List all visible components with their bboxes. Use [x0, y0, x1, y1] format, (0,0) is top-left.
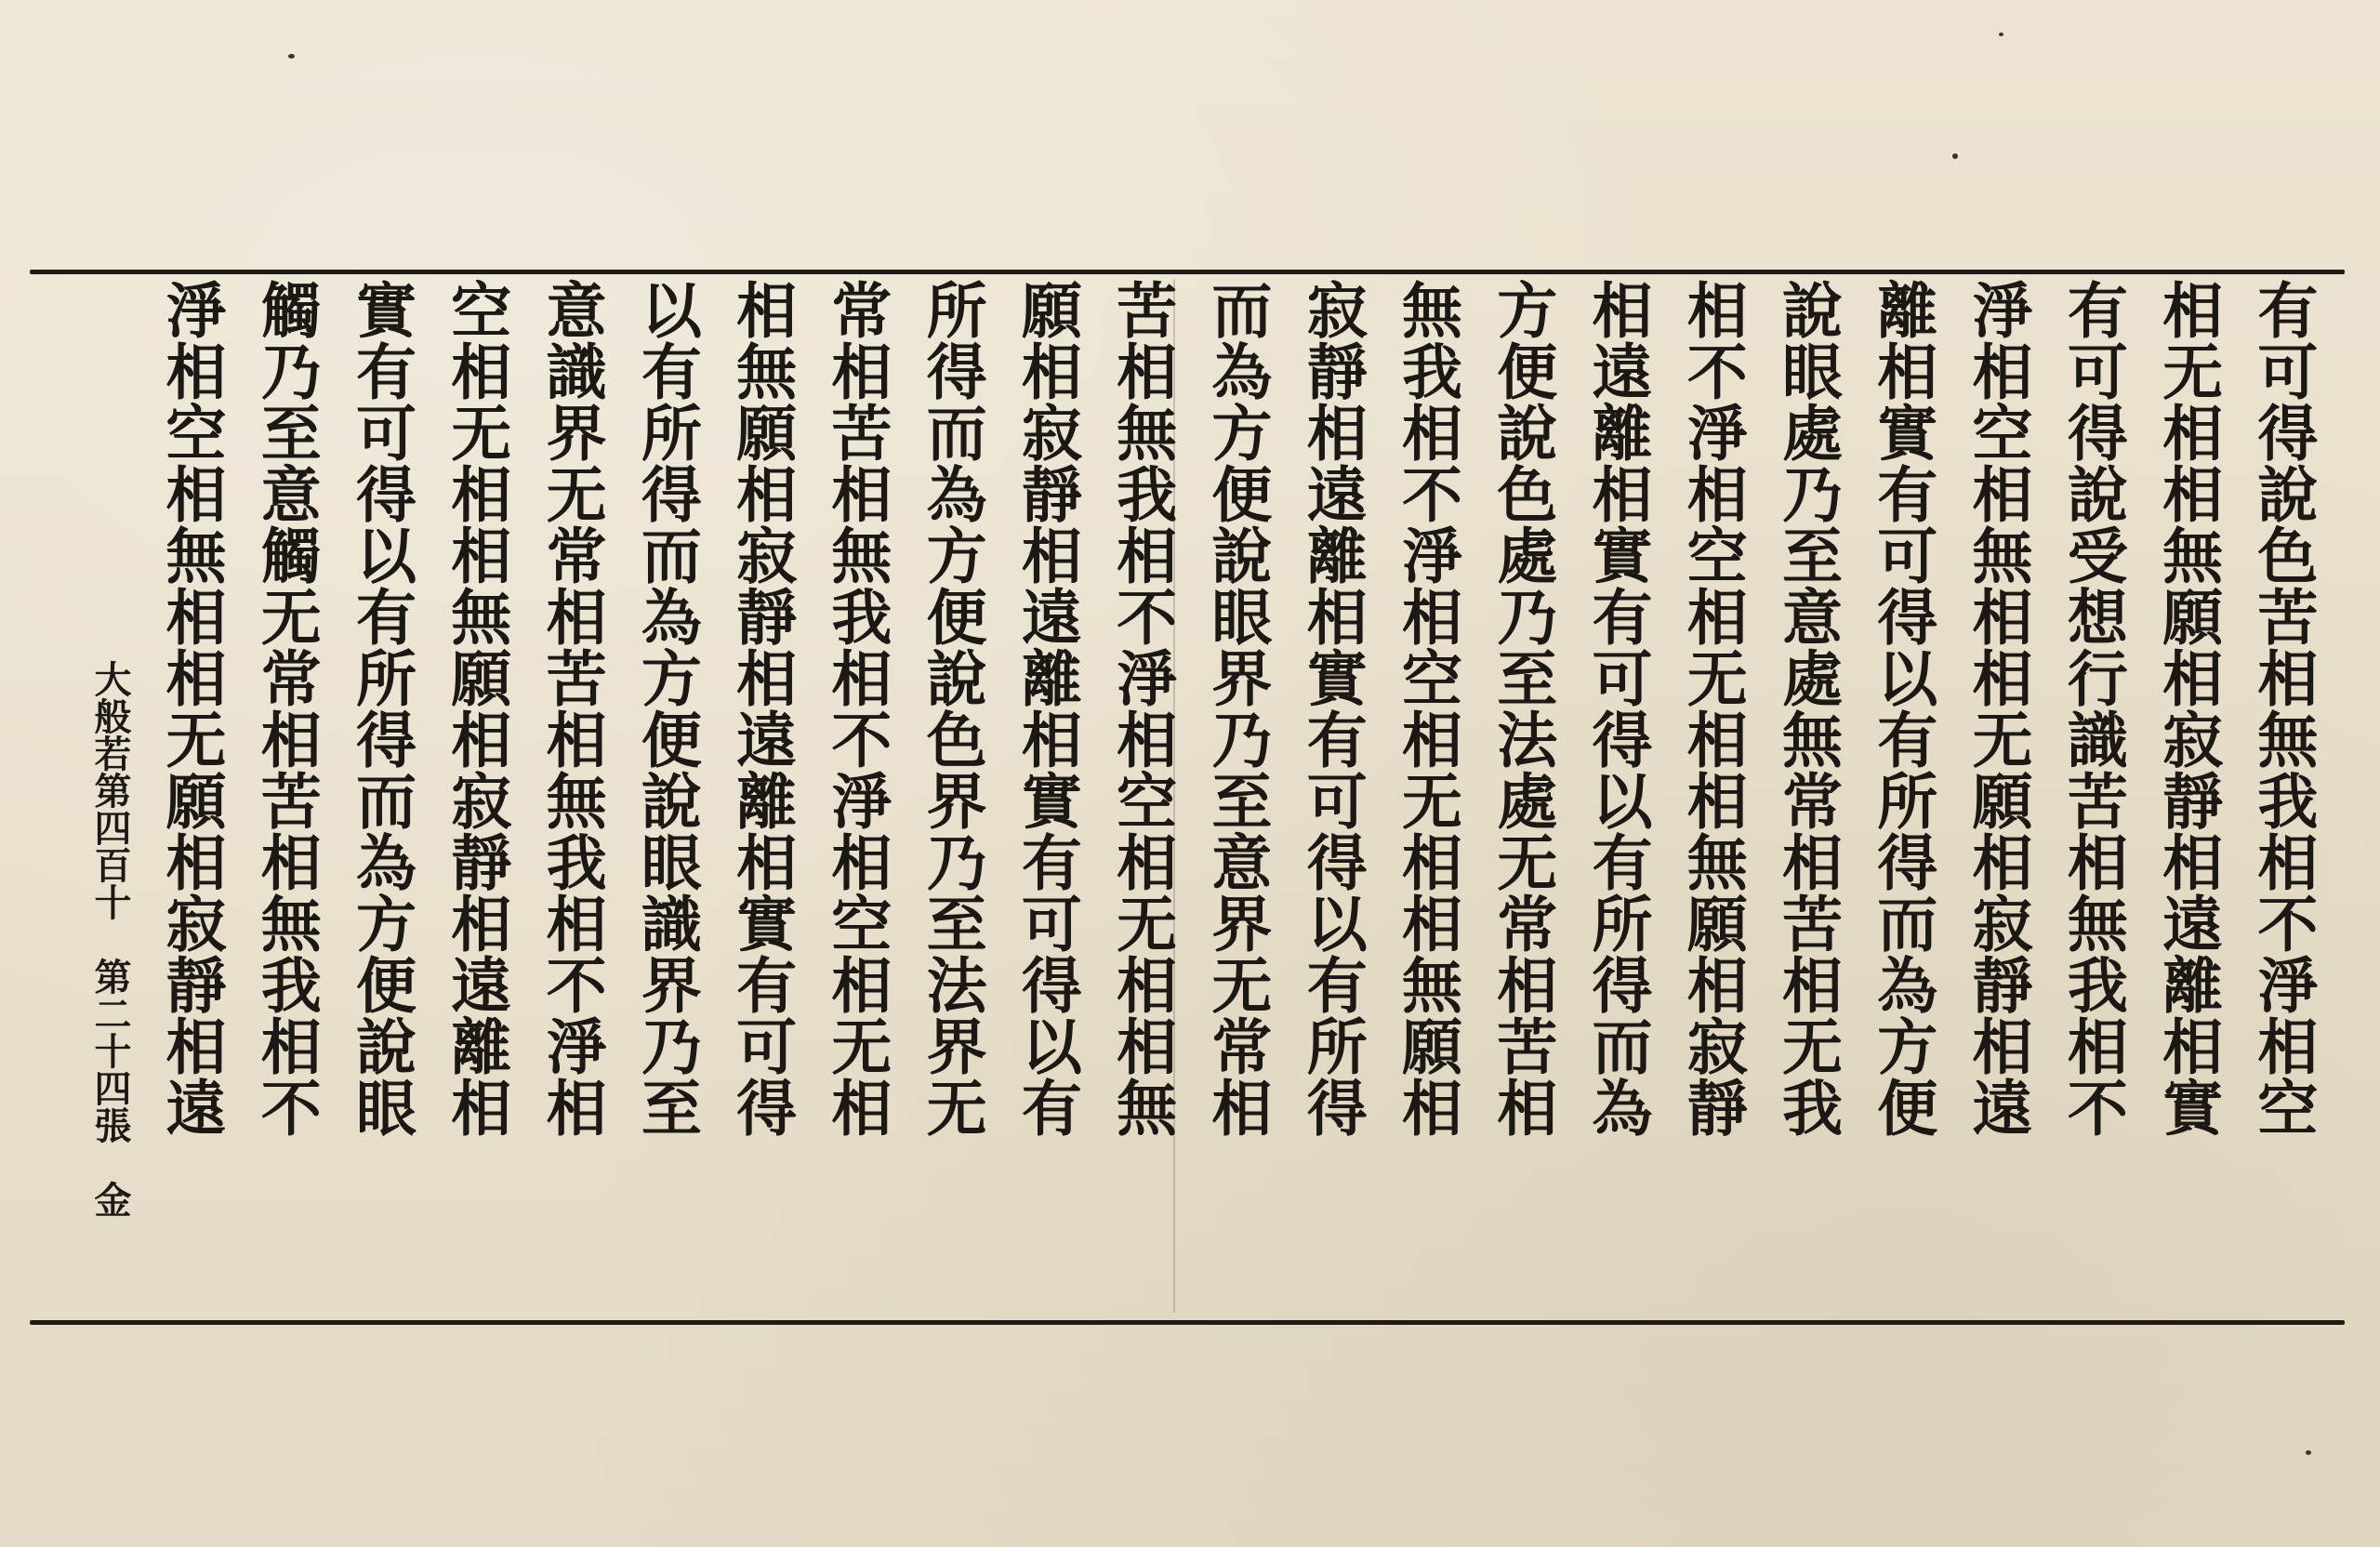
margin-volume-label: 大般若第四百十 第二十四張 金	[88, 660, 132, 1218]
text-column: 有可得說色苦相無我相不淨相空	[2246, 279, 2318, 1138]
text-column: 苦相無我相不淨相空相无相相無	[1105, 279, 1177, 1138]
text-column: 相無願相寂靜相遠離相實有可得	[725, 279, 797, 1138]
ink-speck	[1999, 33, 2003, 36]
text-column: 意識界无常相苦相無我相不淨相	[536, 279, 607, 1138]
text-column: 無我相不淨相空相无相相無願相	[1391, 279, 1462, 1138]
ink-speck	[2306, 1450, 2311, 1455]
top-border-rule	[30, 270, 2345, 274]
text-column: 所得而為方便說色界乃至法界无	[916, 279, 987, 1138]
text-column: 離相實有可得以有所得而為方便	[1866, 279, 1937, 1138]
text-column: 而為方便說眼界乃至意界无常相	[1200, 279, 1272, 1138]
ink-speck	[288, 54, 295, 59]
ink-speck	[1952, 153, 1958, 159]
text-column: 相不淨相空相无相相無願相寂靜	[1676, 279, 1748, 1138]
text-column: 願相寂靜相遠離相實有可得以有	[1011, 279, 1082, 1138]
text-column: 相遠離相實有可得以有所得而為	[1580, 279, 1652, 1138]
text-column: 以有所得而為方便說眼識界乃至	[630, 279, 702, 1138]
text-column: 寂靜相遠離相實有可得以有所得	[1296, 279, 1368, 1138]
text-column: 觸乃至意觸无常相苦相無我相不	[250, 279, 322, 1138]
bottom-border-rule	[30, 1320, 2345, 1325]
sutra-text-block	[149, 279, 2324, 1311]
text-column: 淨相空相無相相无願相寂靜相遠	[1962, 279, 2033, 1138]
text-column: 淨相空相無相相无願相寂靜相遠	[155, 279, 226, 1138]
text-column: 常相苦相無我相不淨相空相无相	[820, 279, 892, 1138]
text-column: 說眼處乃至意處無常相苦相无我	[1771, 279, 1843, 1138]
text-column: 實有可得以有所得而為方便說眼	[345, 279, 416, 1138]
text-column: 有可得說受想行識苦相無我相不	[2056, 279, 2128, 1138]
text-column: 空相无相相無願相寂靜相遠離相	[440, 279, 511, 1138]
text-column: 相无相相無願相寂靜相遠離相實	[2151, 279, 2223, 1138]
text-column: 方便說色處乃至法處无常相苦相	[1486, 279, 1557, 1138]
